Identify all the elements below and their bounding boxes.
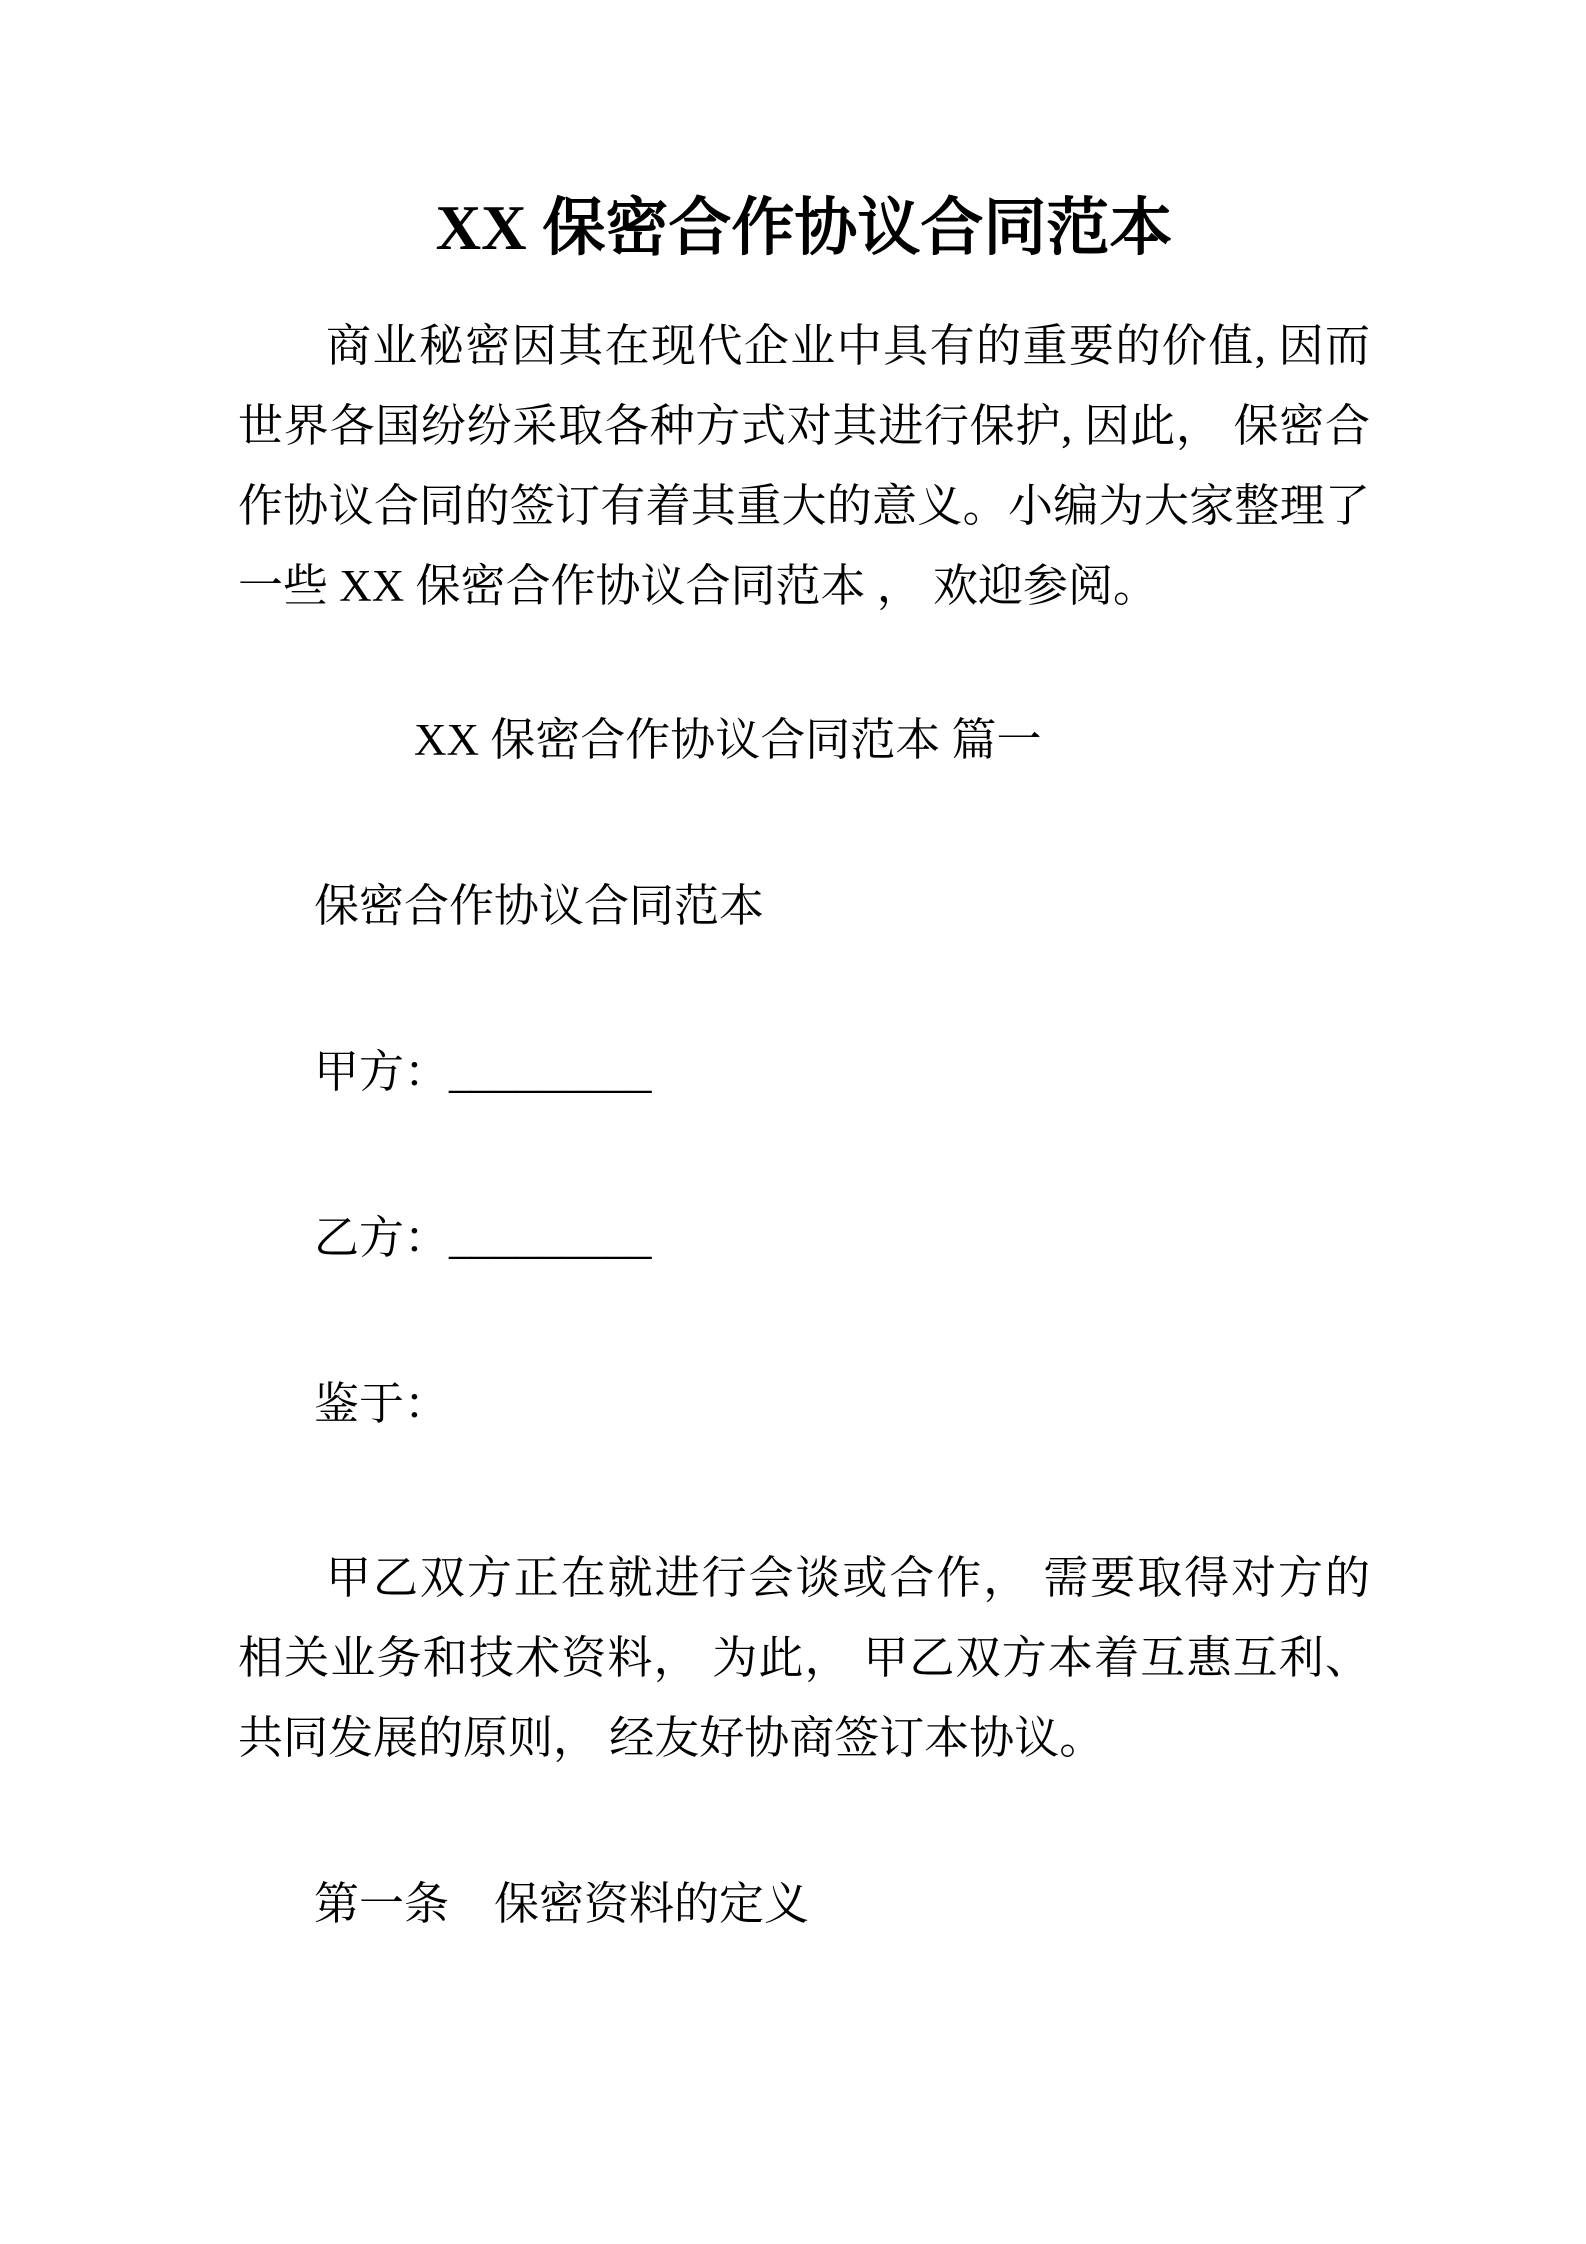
section-heading: XX 保密合作协议合同范本 篇一 <box>414 715 1042 765</box>
document-title: XX 保密合作协议合同范本 <box>435 193 1173 263</box>
intro-paragraph: 商业秘密因其在现代企业中具有的重要的价值, 因而世界各国纷纷采取各种方式对其进行保护, 因此， 保密合作协议合同的签订有着其重大的意义。小编为大家整理了一些 XX 保密合作协议合同范本 ， 欢迎参阅。 <box>238 321 1370 611</box>
recital-paragraph: 甲乙双方正在就进行会谈或合作， 需要取得对方的相关业务和技术资料， 为此， 甲乙双方本着互惠互利、 共同发展的原则， 经友好协商签订本协议。 <box>238 1553 1370 1763</box>
article-1-heading: 第一条 保密资料的定义 <box>314 1879 810 1929</box>
contract-subtitle: 保密合作协议合同范本 <box>314 881 765 931</box>
party-a-blank-line: 甲方：_________ <box>314 1047 652 1097</box>
whereas-line: 鉴于： <box>314 1379 450 1429</box>
party-b-blank-line: 乙方：_________ <box>314 1213 652 1263</box>
